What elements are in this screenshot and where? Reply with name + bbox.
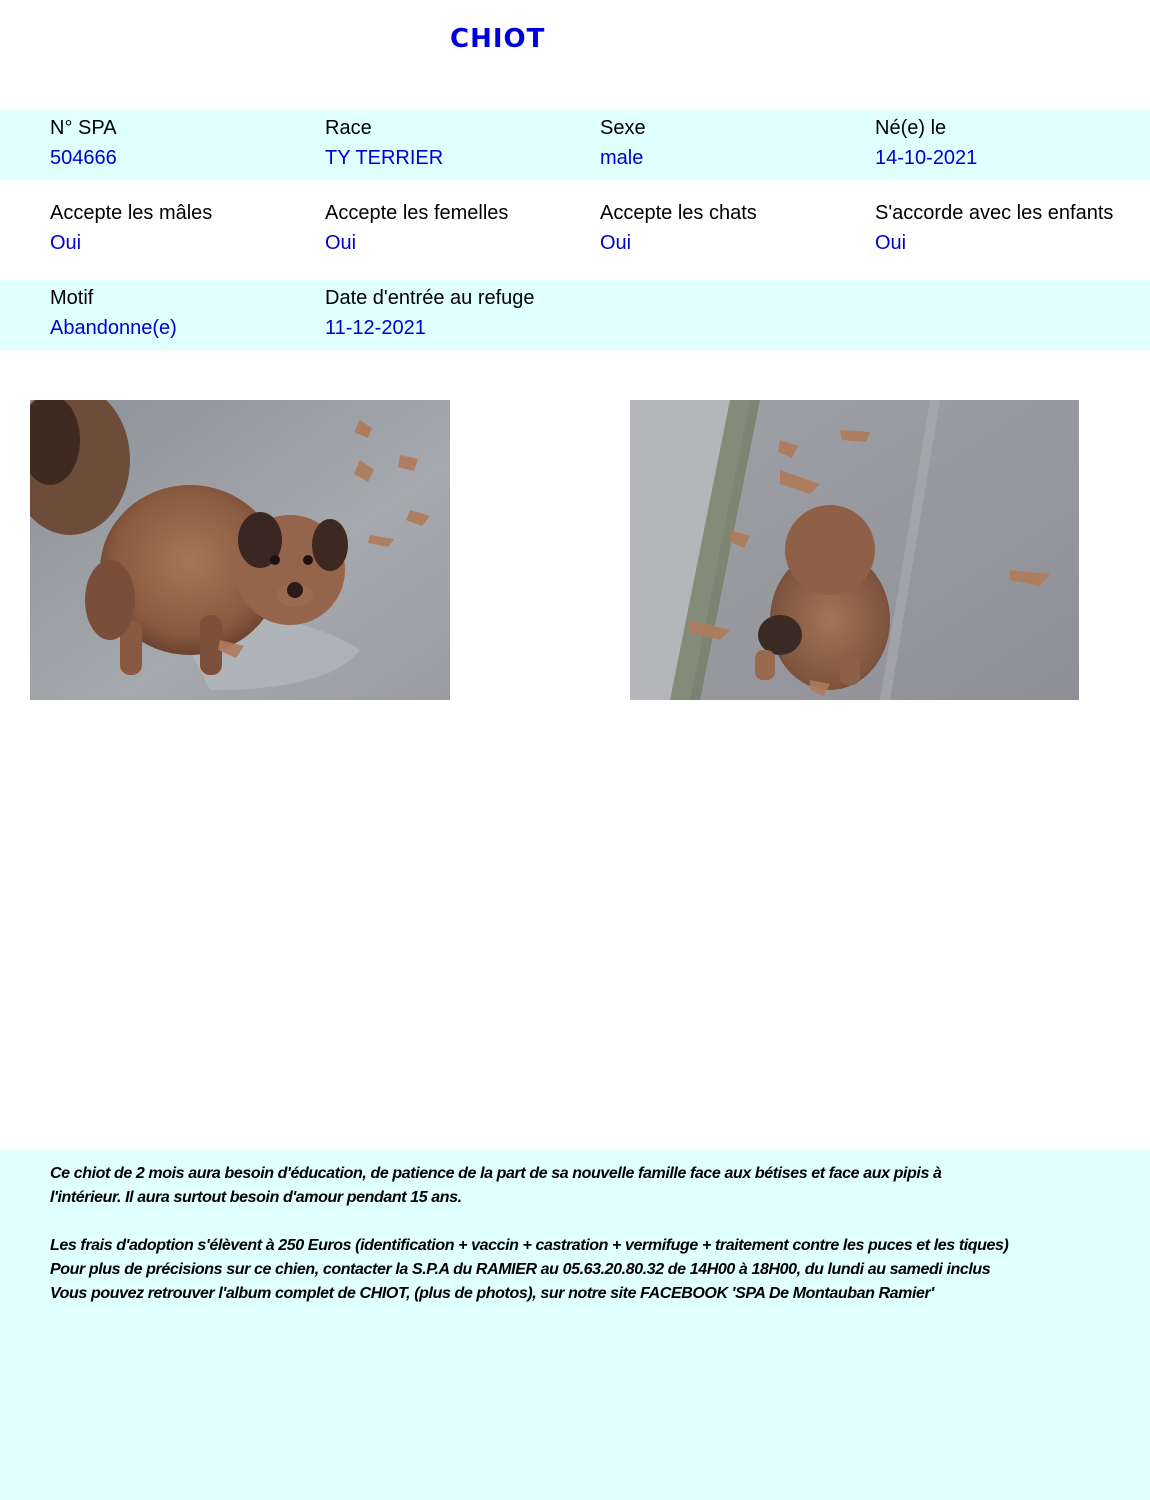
page-title: CHIOT <box>450 24 546 54</box>
field-label: Race <box>325 117 372 139</box>
field-spa-number <box>50 113 117 173</box>
field-value: Oui <box>325 232 357 254</box>
field-label: Motif <box>50 287 94 309</box>
dog-photo-1-image <box>30 400 450 700</box>
dog-photo-1 <box>30 400 450 700</box>
field-breed <box>325 113 443 173</box>
dog-photo-2 <box>630 400 1079 700</box>
dog-photo-2-image <box>630 400 1079 700</box>
info-row-intake <box>0 280 1150 350</box>
field-label: Date d'entrée au refuge <box>325 287 535 309</box>
field-accepts-females <box>325 198 508 258</box>
field-reason <box>50 283 177 343</box>
description-panel <box>0 1150 1150 1500</box>
field-label: Accepte les chats <box>600 202 757 224</box>
field-value: Abandonne(e) <box>50 317 177 339</box>
description-text <box>50 1162 1130 1306</box>
field-value: 11-12-2021 <box>325 317 426 339</box>
description-line: Les frais d'adoption s'élèvent à 250 Euros (identification + vaccin + castration + vermifuge + traitement contre les puces et les tiques) <box>50 1237 1009 1254</box>
field-label: N° SPA <box>50 117 117 139</box>
field-value: male <box>600 147 644 169</box>
field-label: Sexe <box>600 117 646 139</box>
description-line: Vous pouvez retrouver l'album complet de CHIOT, (plus de photos), sur notre site FACEBOOK 'SPA De Montauban Ramier' <box>50 1285 934 1302</box>
field-value: Oui <box>875 232 907 254</box>
field-value: 14-10-2021 <box>875 147 978 169</box>
field-accepts-males <box>50 198 212 258</box>
info-row-compatibility <box>0 195 1150 265</box>
field-label: S'accorde avec les enfants <box>875 202 1114 224</box>
info-row-identity <box>0 110 1150 180</box>
field-label: Né(e) le <box>875 117 947 139</box>
field-label: Accepte les femelles <box>325 202 509 224</box>
description-line: Pour plus de précisions sur ce chien, contacter la S.P.A du RAMIER au 05.63.20.80.32 de 14H00 à 18H00, du lundi au samedi inclus <box>50 1261 991 1278</box>
field-value: Oui <box>600 232 632 254</box>
field-value: 504666 <box>50 147 117 169</box>
field-label: Accepte les mâles <box>50 202 213 224</box>
field-birth-date <box>875 113 977 173</box>
field-value: TY TERRIER <box>325 147 444 169</box>
description-line: l'intérieur. Il aura surtout besoin d'amour pendant 15 ans. <box>50 1189 462 1206</box>
field-value: Oui <box>50 232 82 254</box>
field-good-with-children <box>875 198 1113 258</box>
description-line: Ce chiot de 2 mois aura besoin d'éducation, de patience de la part de sa nouvelle famille face aux bétises et face aux pipis à <box>50 1165 942 1182</box>
field-intake-date <box>325 283 535 343</box>
field-accepts-cats <box>600 198 757 258</box>
field-sex <box>600 113 646 173</box>
